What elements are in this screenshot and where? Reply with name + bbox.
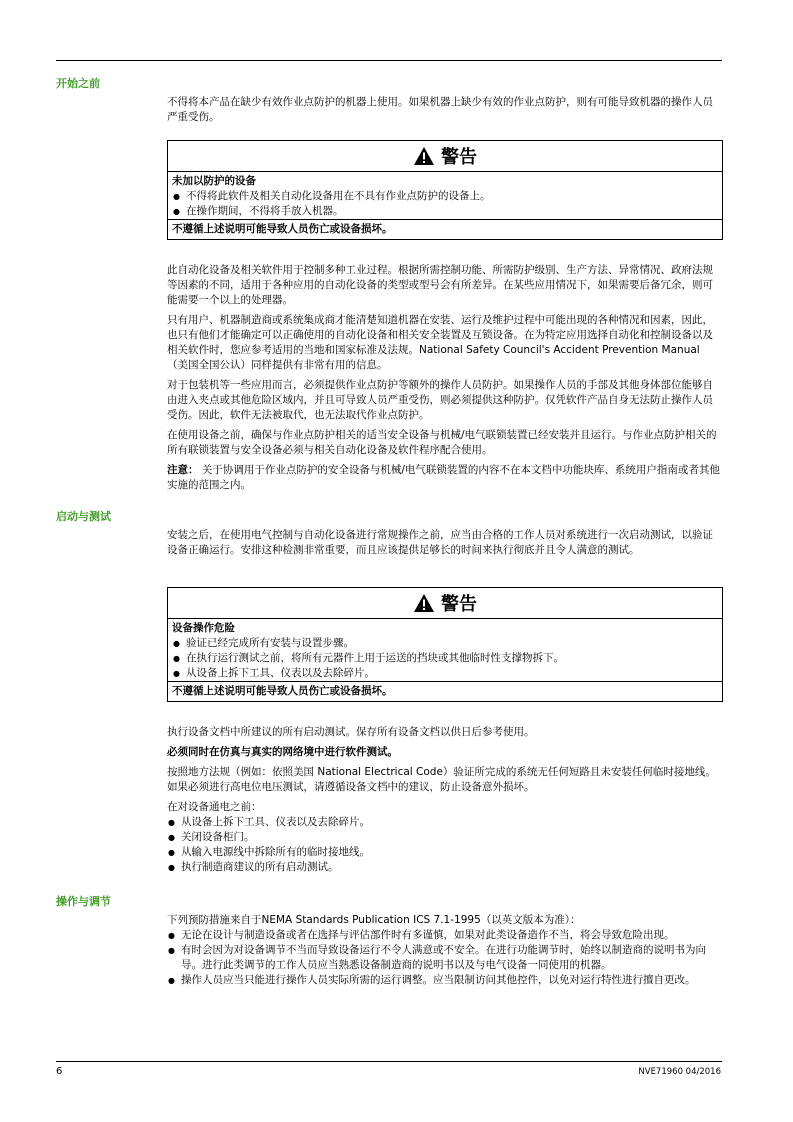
body-paragraph: 此自动化设备及相关软件用于控制多种工业过程。根据所需控制功能、所需防护级别、生产方法、异常情况、政府法规等因素的不同，适用于各种应用的自动化设备的类型或型号会有所差异。在某些应用情况下，如果需要后备冗余，则可能需要一个以上的处理器。: [167, 264, 713, 306]
warning-consequence: 不遵循上述说明可能导致人员伤亡或设备损坏。: [168, 681, 722, 701]
body-paragraph: 对于包装机等一些应用而言，必须提供作业点防护等额外的操作人员防护。如果操作人员的手部及其他身体部位能够自由进入夹点或其他危险区域内，并且可导致人员严重受伤，则必须提供这种防护。仅凭软件产品自身无法防止操作人员受伤。因此，软件无法被取代，也无法取代作业点防护。: [167, 379, 713, 421]
page-number: 6: [56, 1066, 63, 1077]
list-item: ● 从输入电源线中拆除所有的临时接地线。: [167, 845, 723, 860]
warning-item: ● 从设备上拆下工具、仪表以及去除碎片。: [168, 666, 722, 681]
warning-title: 警告: [441, 147, 477, 168]
warning-item: ● 在执行运行测试之前，将所有元器件上用于运送的挡块或其他临时性支撑物拆下。: [168, 651, 722, 666]
warning-consequence: 不遵循上述说明可能导致人员伤亡或设备损坏。: [168, 219, 722, 239]
before-start-intro: 不得将本产品在缺少有效作业点防护的机器上使用。如果机器上缺少有效的作业点防护，则有可能导致机器的操作人员严重受伤。: [167, 96, 713, 123]
startup-intro: 安装之后，在使用电气控制与自动化设备进行常规操作之前，应当由合格的工作人员对系统进行一次启动测试，以验证设备正确运行。安排这种检测非常重要，而且应该提供足够长的时间来执行彻底并且令人满意的测试。: [167, 529, 713, 556]
startup-body: [167, 725, 723, 875]
footer-rule: [56, 1061, 722, 1062]
body-paragraph: 在使用设备之前，确保与作业点防护相关的适当安全设备与机械/电气联锁装置已经安装并且运行。与作业点防护相关的所有联锁装置与安全设备必须与相关自动化设备及软件程序配合使用。: [167, 429, 717, 456]
note-paragraph: [167, 463, 723, 493]
operation-list: [167, 928, 723, 988]
pre-power-label: 在对设备通电之前：: [167, 801, 262, 813]
top-rule: [56, 60, 722, 61]
document-reference: NVE71960 04/2016: [638, 1067, 721, 1077]
section-heading-before-start: 开始之前: [56, 77, 100, 90]
section-heading-startup-test: 启动与测试: [56, 510, 111, 523]
warning-item: ● 验证已经完成所有安装与设置步骤。: [168, 636, 722, 651]
body-paragraph: 执行设备文档中所建议的所有启动测试。保存所有设备文档以供日后参考使用。: [167, 726, 535, 738]
section-heading-operation: 操作与调节: [56, 895, 111, 908]
body-paragraph: 按照地方法规（例如：依照美国 National Electrical Code）验证所完成的系统无任何短路且未安装任何临时接地线。如果必须进行高电位电压测试，请遵循设备文档中的建议，防止设备意外损坏。: [167, 766, 716, 793]
warning-box-unprotected: [167, 140, 723, 240]
list-item: ● 无论在设计与制造设备或者在选择与评估部件时有多谨慎，如果对此类设备造作不当，将会导致危险出现。: [167, 928, 723, 943]
warning-title: 警告: [441, 594, 477, 615]
note-text: 关于协调用于作业点防护的安全设备与机械/电气联锁装置的内容不在本文档中功能块库、系统用户指南或者其他实施的范围之内。: [167, 464, 720, 491]
before-start-intro-block: [167, 95, 723, 130]
before-start-body: [167, 263, 723, 498]
startup-intro-block: [167, 528, 723, 563]
list-item: ● 有时会因为对设备调节不当而导致设备运行不令人满意或不安全。在进行功能调节时，始终以制造商的说明书为向导。进行此类调节的工作人员应当熟悉设备制造商的说明书以及与电气设备一同使用的机器。: [167, 943, 723, 973]
bold-statement: 必须同时在仿真与真实的网络境中进行软件测试。: [167, 746, 398, 758]
warning-header: [168, 588, 722, 619]
list-item: ● 关闭设备柜门。: [167, 830, 723, 845]
list-item: ● 执行制造商建议的所有启动测试。: [167, 860, 723, 875]
warning-triangle-icon: [413, 146, 435, 166]
note-label: 注意：: [167, 464, 199, 476]
warning-subtitle: 未加以防护的设备: [172, 175, 256, 187]
warning-triangle-icon: [413, 593, 435, 613]
list-item: ● 从设备上拆下工具、仪表以及去除碎片。: [167, 815, 723, 830]
warning-item: ● 在操作期间，不得将手放入机器。: [168, 204, 722, 219]
body-paragraph: 只有用户、机器制造商或系统集成商才能清楚知道机器在安装、运行及维护过程中可能出现的各种情况和因素，因此，也只有他们才能确定可以正确使用的自动化设备和相关安全装置及互锁设备。在为特定应用选择自动化和控制设备以及相关软件时，您应参考适用的当地和国家标准及法规。National Safety Council's Accident Prevention Manual （美国全国公认）同样提供有非常有用的信息。: [167, 314, 713, 371]
warning-box-operation-hazard: [167, 587, 723, 702]
operation-intro: 下列预防措施来自于NEMA Standards Publication ICS 7.1-1995（以英文版本为准）：: [167, 914, 581, 926]
warning-header: [168, 141, 722, 172]
warning-item: ● 不得将此软件及相关自动化设备用在不具有作业点防护的设备上。: [168, 189, 722, 204]
operation-body: [167, 913, 723, 988]
warning-subtitle: 设备操作危险: [172, 622, 235, 634]
pre-power-list: [167, 815, 723, 875]
list-item: ● 操作人员应当只能进行操作人员实际所需的运行调整。应当限制访问其他控件，以免对运行特性进行擅自更改。: [167, 973, 723, 988]
